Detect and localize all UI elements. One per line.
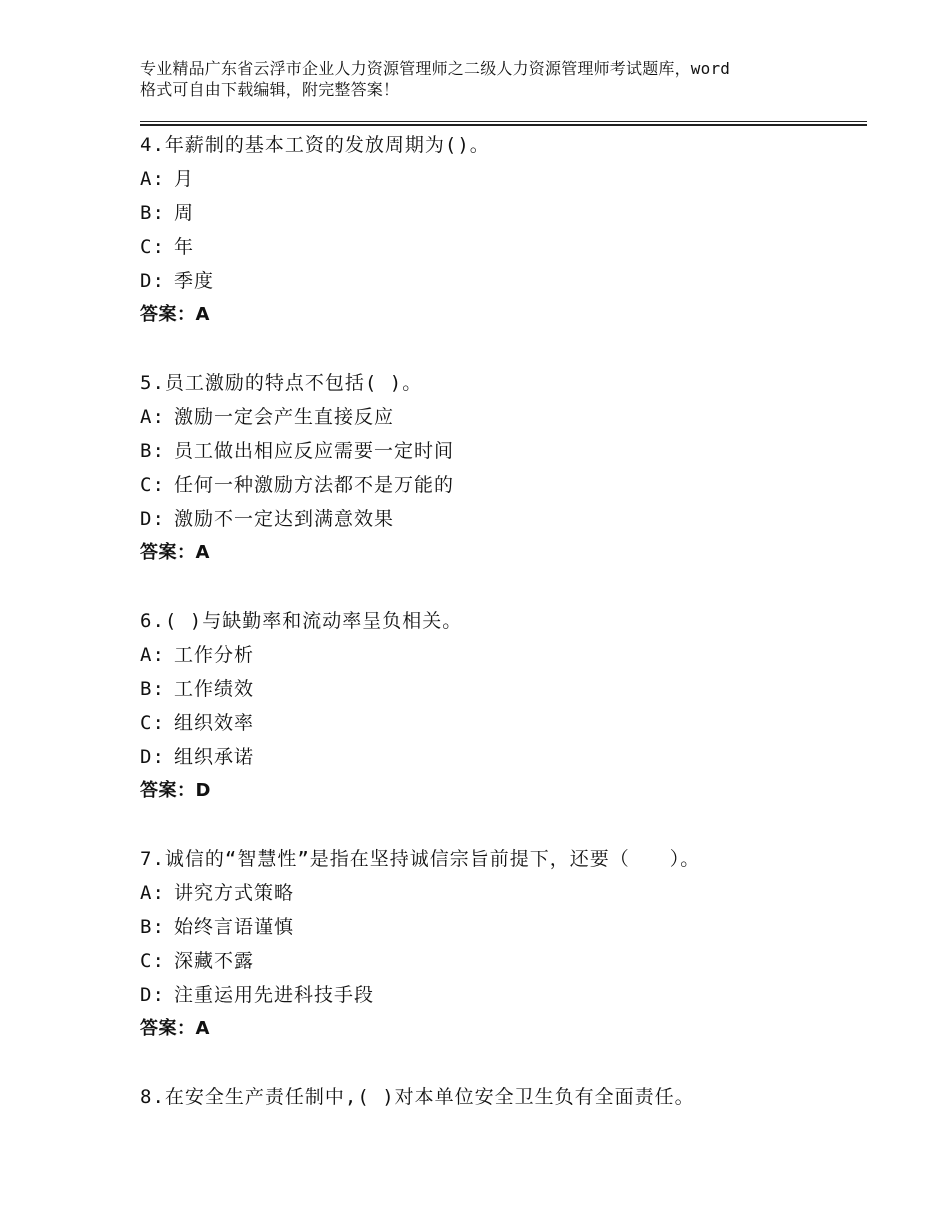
option-text: 组织承诺 [174, 746, 255, 768]
spacer [140, 1046, 867, 1080]
option-letter: C: [140, 950, 165, 972]
option-text: 组织效率 [174, 712, 255, 734]
option-letter: C: [140, 474, 165, 496]
spacer [140, 332, 867, 366]
option-letter: A: [140, 644, 165, 666]
option-b [140, 672, 867, 706]
option-b [140, 910, 867, 944]
header-divider-thin [140, 121, 867, 122]
question-stem: 5.员工激励的特点不包括( )。 [140, 372, 423, 394]
option-text: 激励一定会产生直接反应 [174, 406, 395, 428]
option-a [140, 638, 867, 672]
option-d [140, 978, 867, 1012]
option-letter: B: [140, 202, 165, 224]
header-line-1: 专业精品广东省云浮市企业人力资源管理师之二级人力资源管理师考试题库，word [140, 59, 731, 78]
option-letter: D: [140, 984, 165, 1006]
option-letter: A: [140, 168, 165, 190]
option-c [140, 944, 867, 978]
option-text: 工作分析 [174, 644, 255, 666]
question-item [140, 366, 867, 604]
option-letter: D: [140, 508, 165, 530]
header-line-2: 格式可自由下载编辑，附完整答案！ [140, 80, 400, 99]
option-letter: A: [140, 882, 165, 904]
header-divider-thick [140, 124, 867, 126]
option-letter: B: [140, 678, 165, 700]
option-letter: D: [140, 746, 165, 768]
option-text: 工作绩效 [174, 678, 255, 700]
answer-line: 答案：A [140, 542, 210, 563]
option-text: 年 [174, 236, 195, 258]
option-d [140, 502, 867, 536]
option-c [140, 230, 867, 264]
option-text: 激励不一定达到满意效果 [174, 508, 395, 530]
option-text: 讲究方式策略 [174, 882, 295, 904]
answer-line: 答案：A [140, 1018, 210, 1039]
option-a [140, 162, 867, 196]
spacer [140, 570, 867, 604]
option-letter: B: [140, 916, 165, 938]
spacer [140, 808, 867, 842]
option-letter: A: [140, 406, 165, 428]
option-text: 季度 [174, 270, 215, 292]
option-letter: D: [140, 270, 165, 292]
option-letter: B: [140, 440, 165, 462]
option-text: 任何一种激励方法都不是万能的 [174, 474, 455, 496]
answer-line: 答案：D [140, 780, 211, 801]
question-stem: 4.年薪制的基本工资的发放周期为()。 [140, 134, 490, 156]
option-text: 月 [174, 168, 195, 190]
option-text: 始终言语谨慎 [174, 916, 295, 938]
option-letter: C: [140, 712, 165, 734]
question-stem: 8.在安全生产责任制中,( )对本单位安全卫生负有全面责任。 [140, 1086, 695, 1108]
option-b [140, 434, 867, 468]
question-stem: 7.诚信的“智慧性”是指在坚持诚信宗旨前提下，还要（ ）。 [140, 848, 701, 870]
answer-line: 答案：A [140, 304, 210, 325]
option-c [140, 706, 867, 740]
option-c [140, 468, 867, 502]
option-b [140, 196, 867, 230]
option-d [140, 264, 867, 298]
question-item [140, 128, 867, 366]
question-stem: 6.( )与缺勤率和流动率呈负相关。 [140, 610, 463, 632]
question-item [140, 1080, 867, 1114]
option-d [140, 740, 867, 774]
document-header [140, 58, 840, 100]
question-list [140, 128, 867, 1114]
option-text: 员工做出相应反应需要一定时间 [174, 440, 455, 462]
option-text: 深藏不露 [174, 950, 255, 972]
option-letter: C: [140, 236, 165, 258]
question-item [140, 842, 867, 1080]
option-a [140, 876, 867, 910]
question-item [140, 604, 867, 842]
option-text: 注重运用先进科技手段 [174, 984, 375, 1006]
option-a [140, 400, 867, 434]
option-text: 周 [174, 202, 195, 224]
